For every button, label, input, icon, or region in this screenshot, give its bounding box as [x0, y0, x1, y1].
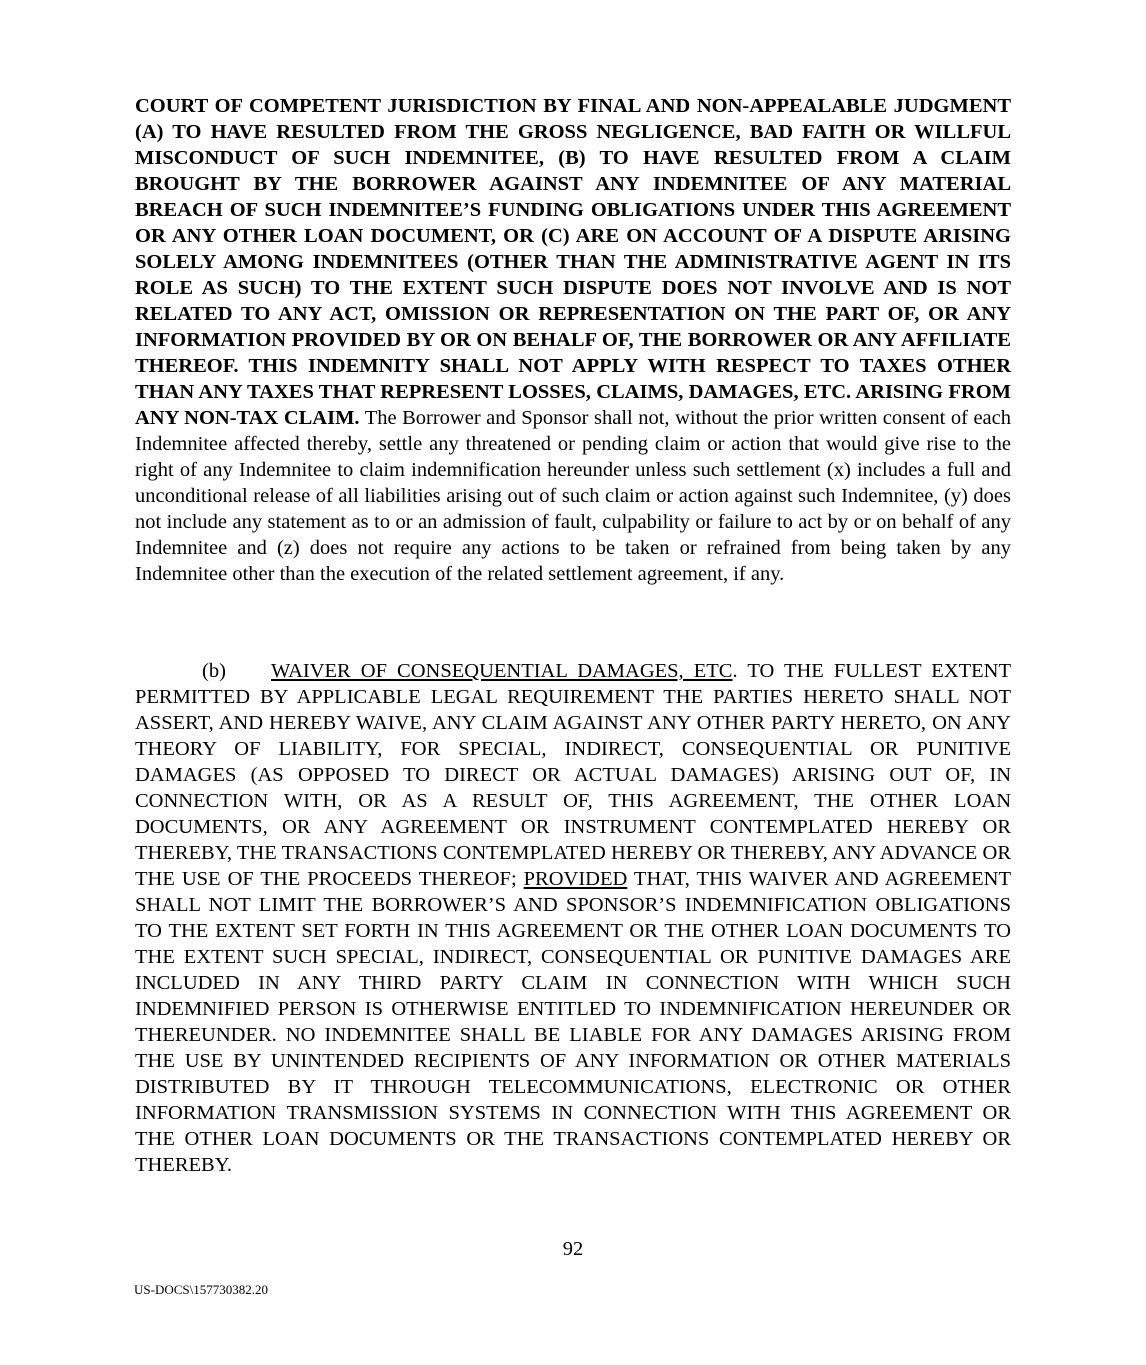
provided-term: PROVIDED: [523, 868, 628, 890]
paragraph-a-bold-text: COURT OF COMPETENT JURISDICTION BY FINAL AND NON-APPEALABLE JUDGMENT (A) TO HAVE RESULTED FROM THE GROSS NEGLIGENCE, BAD FAITH OR WILLFUL MISCONDUCT OF SUCH INDEMNITEE, (B) TO HAVE RESULTED FROM A CLAIM BROUGHT BY THE BORROWER AGAINST ANY INDEMNITEE OF ANY MATERIAL BREACH OF SUCH INDEMNITEE’S FUNDING OBLIGATIONS UNDER THIS AGREEMENT OR ANY OTHER LOAN DOCUMENT, OR (C) ARE ON ACCOUNT OF A DISPUTE ARISING SOLELY AMONG INDEMNITEES (OTHER THAN THE ADMINISTRATIVE AGENT IN ITS ROLE AS SUCH) TO THE EXTENT SUCH DISPUTE DOES NOT INVOLVE AND IS NOT RELATED TO ANY ACT, OMISSION OR REPRESENTATION ON THE PART OF, OR ANY INFORMATION PROVIDED BY OR ON BEHALF OF, THE BORROWER OR ANY AFFILIATE THEREOF. THIS INDEMNITY SHALL NOT APPLY WITH RESPECT TO TAXES OTHER THAN ANY TAXES THAT REPRESENT LOSSES, CLAIMS, DAMAGES, ETC. ARISING FROM ANY NON-TAX CLAIM.: [135, 95, 1011, 429]
paragraph-b-text-1: . TO THE FULLEST EXTENT PERMITTED BY APPLICABLE LEGAL REQUIREMENT THE PARTIES HERETO SHALL NOT ASSERT, AND HEREBY WAIVE, ANY CLAIM AGAINST ANY OTHER PARTY HERETO, ON ANY THEORY OF LIABILITY, FOR SPECIAL, INDIRECT, CONSEQUENTIAL OR PUNITIVE DAMAGES (AS OPPOSED TO DIRECT OR ACTUAL DAMAGES) ARISING OUT OF, IN CONNECTION WITH, OR AS A RESULT OF, THIS AGREEMENT, THE OTHER LOAN DOCUMENTS, OR ANY AGREEMENT OR INSTRUMENT CONTEMPLATED HEREBY OR THEREBY, THE TRANSACTIONS CONTEMPLATED HEREBY OR THEREBY, ANY ADVANCE OR THE USE OF THE PROCEEDS THEREOF;: [135, 660, 1011, 890]
paragraph-a-plain-text: The Borrower and Sponsor shall not, without the prior written consent of each Indemnitee affected thereby, settle any threatened or pending claim or action that would give rise to the right of any Indemnitee to claim indemnification hereunder unless such settlement (x) includes a full and unconditional release of all liabilities arising out of such claim or action against such Indemnitee, (y) does not include any statement as to or an admission of fault, culpability or failure to act by or on behalf of any Indemnitee and (z) does not require any actions to be taken or refrained from being taken by any Indemnitee other than the execution of the related settlement agreement, if any.: [135, 407, 1011, 585]
paragraph-b-text-2: THAT, THIS WAIVER AND AGREEMENT SHALL NOT LIMIT THE BORROWER’S AND SPONSOR’S INDEMNIFICATION OBLIGATIONS TO THE EXTENT SET FORTH IN THIS AGREEMENT OR THE OTHER LOAN DOCUMENTS TO THE EXTENT SUCH SPECIAL, INDIRECT, CONSEQUENTIAL OR PUNITIVE DAMAGES ARE INCLUDED IN ANY THIRD PARTY CLAIM IN CONNECTION WITH WHICH SUCH INDEMNIFIED PERSON IS OTHERWISE ENTITLED TO INDEMNIFICATION HEREUNDER OR THEREUNDER. NO INDEMNITEE SHALL BE LIABLE FOR ANY DAMAGES ARISING FROM THE USE BY UNINTENDED RECIPIENTS OF ANY INFORMATION OR OTHER MATERIALS DISTRIBUTED BY IT THROUGH TELECOMMUNICATIONS, ELECTRONIC OR OTHER INFORMATION TRANSMISSION SYSTEMS IN CONNECTION WITH THIS AGREEMENT OR THE OTHER LOAN DOCUMENTS OR THE TRANSACTIONS CONTEMPLATED HEREBY OR THEREBY.: [135, 868, 1011, 1176]
paragraph-a: [135, 93, 1011, 587]
paragraph-b-label: (b): [202, 660, 226, 682]
paragraph-b: [135, 658, 1011, 1178]
paragraph-b-heading: WAIVER OF CONSEQUENTIAL DAMAGES, ETC: [271, 660, 733, 682]
page-number: 92: [562, 1238, 584, 1260]
document-id: US-DOCS\157730382.20: [134, 1282, 268, 1297]
